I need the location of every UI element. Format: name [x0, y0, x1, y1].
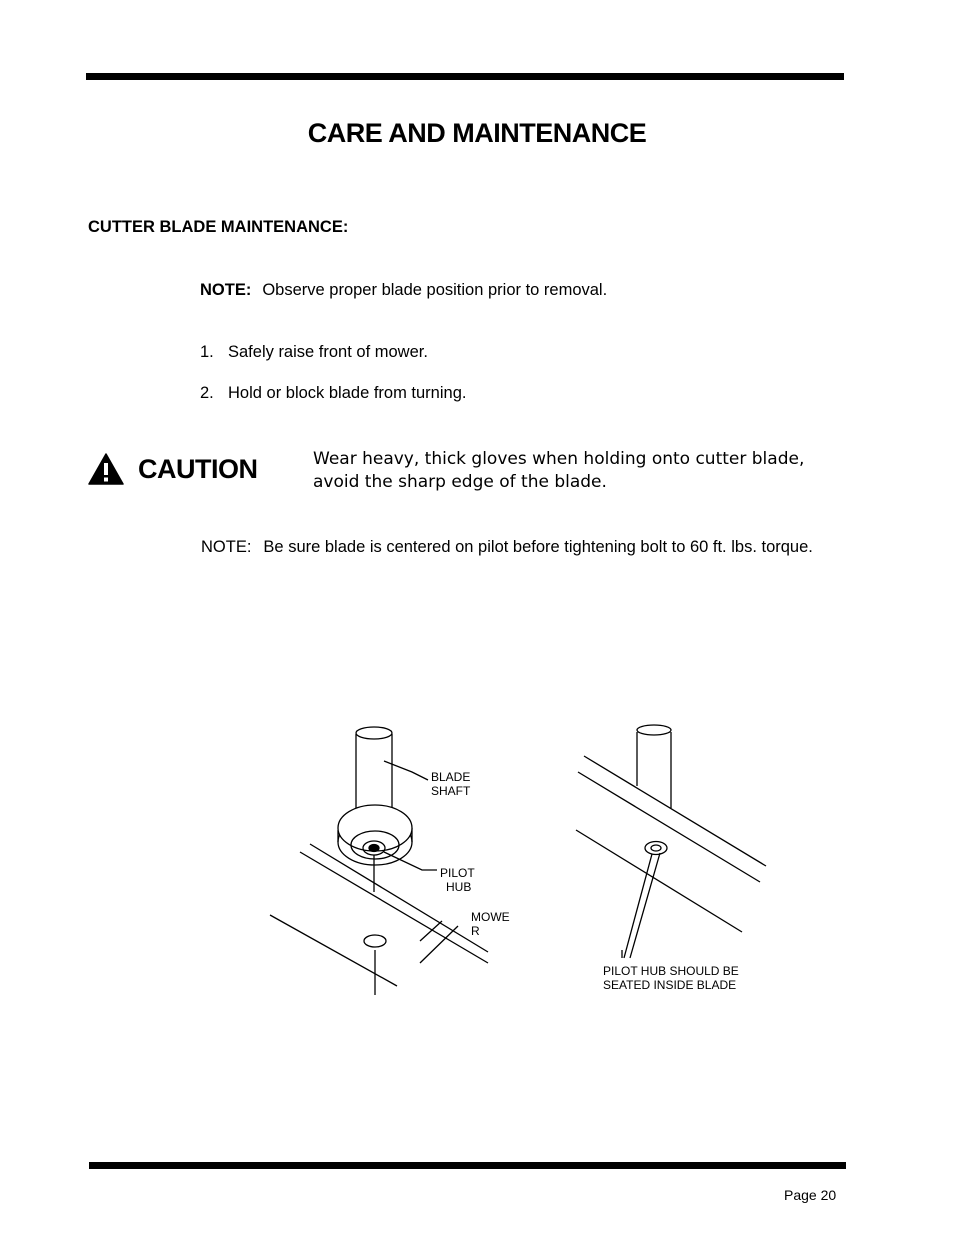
caution-line: Wear heavy, thick gloves when holding onto cutter blade,	[313, 449, 805, 469]
label-mower-line1: MOWE	[471, 910, 510, 924]
bottom-rule	[89, 1162, 846, 1169]
note-text: Observe proper blade position prior to removal.	[262, 281, 608, 299]
label-hub-seated-line1: PILOT HUB SHOULD BE	[603, 964, 739, 978]
step-item	[200, 343, 428, 362]
note-label: NOTE:	[200, 281, 252, 299]
label-pilot-hub-line1: PILOT	[440, 866, 475, 880]
label-blade-shaft-line2: SHAFT	[431, 784, 471, 798]
caution-line: avoid the sharp edge of the blade.	[313, 472, 607, 492]
label-pilot-hub-line2: HUB	[446, 880, 472, 894]
warning-triangle-icon	[88, 453, 124, 485]
step-number: 2.	[200, 384, 214, 402]
caution-heading	[88, 453, 258, 485]
note-label: NOTE:	[201, 538, 252, 556]
note-text: Be sure blade is centered on pilot before tightening bolt to 60 ft. lbs. torque.	[263, 538, 813, 556]
top-rule	[86, 73, 844, 80]
hub-seated-diagram	[570, 720, 800, 1000]
label-blade-shaft-line1: BLADE	[431, 770, 471, 784]
section-heading: CUTTER BLADE MAINTENANCE:	[88, 218, 349, 236]
caution-text	[313, 448, 843, 494]
caution-word: CAUTION	[138, 453, 258, 484]
page-title: CARE AND MAINTENANCE	[307, 118, 647, 148]
note-torque	[201, 538, 813, 557]
step-item	[200, 384, 466, 403]
note-blade-position	[200, 281, 607, 300]
label-mower-line2: R	[471, 924, 480, 938]
step-number: 1.	[200, 343, 214, 361]
label-hub-seated-line2: SEATED INSIDE BLADE	[603, 978, 737, 992]
blade-shaft-diagram	[262, 720, 522, 1000]
step-text: Safely raise front of mower.	[228, 343, 428, 361]
step-text: Hold or block blade from turning.	[228, 384, 467, 402]
page-number: Page 20	[784, 1187, 837, 1203]
